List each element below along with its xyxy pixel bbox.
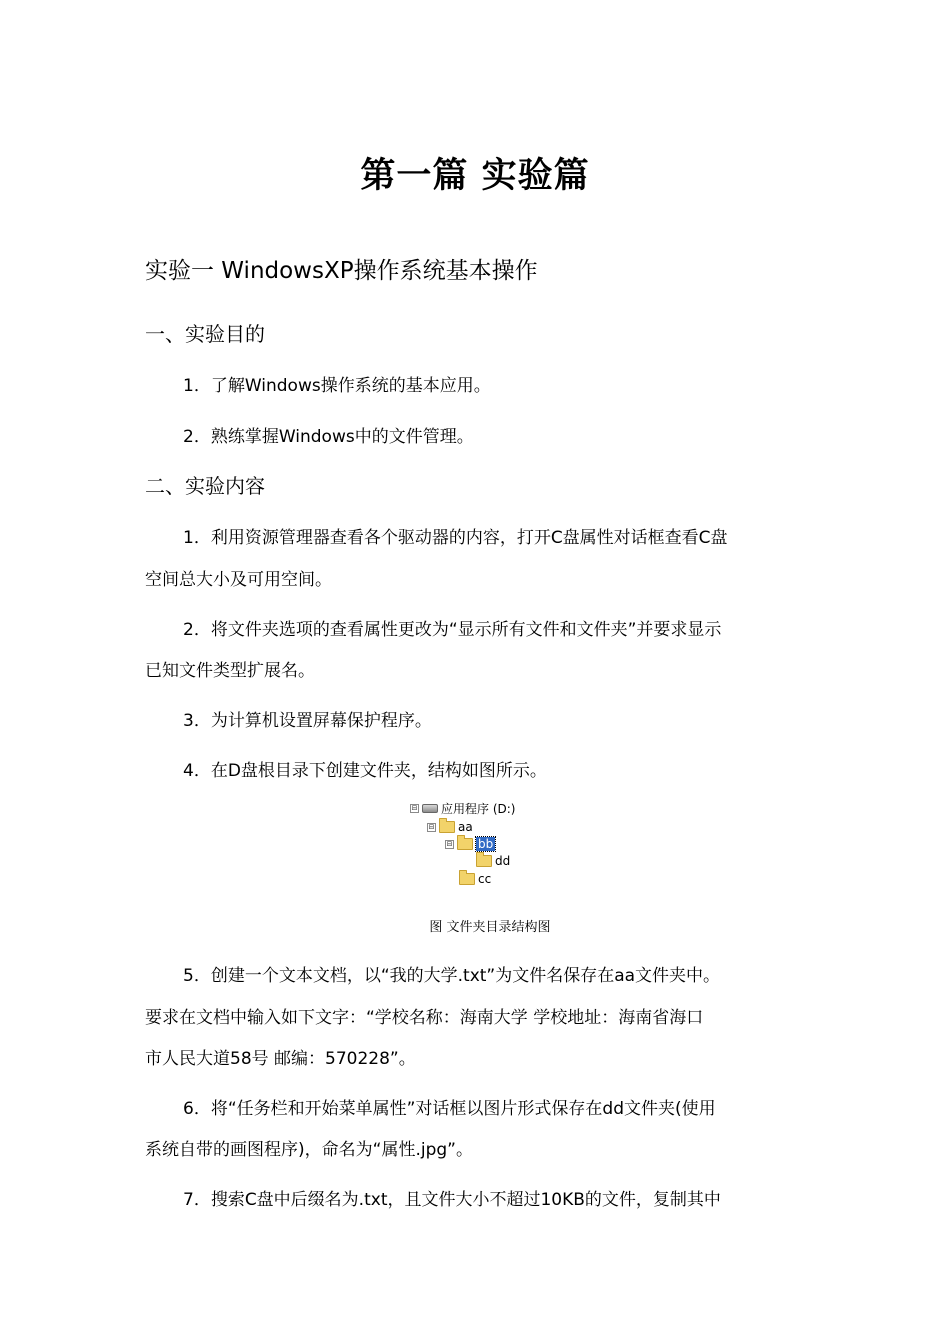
content-item-3: 3．为计算机设置屏幕保护程序。 [183, 711, 432, 731]
tree-row-dd[interactable] [476, 853, 510, 869]
content-item-5-line-2: 要求在文档中输入如下文字：“学校名称：海南大学 学校地址：海南省海口 [145, 1008, 704, 1028]
content-item-5-line-1: 5．创建一个文本文档，以“我的大学.txt”为文件名保存在aa文件夹中。 [183, 966, 721, 986]
objective-item-1: 1．了解Windows操作系统的基本应用。 [183, 376, 491, 396]
collapse-icon[interactable]: ⊟ [428, 822, 435, 831]
folder-icon [459, 873, 475, 885]
content-item-2-line-1: 2．将文件夹选项的查看属性更改为“显示所有文件和文件夹”并要求显示 [183, 620, 722, 640]
folder-icon [439, 821, 455, 833]
content-item-6-line-1: 6．将“任务栏和开始菜单属性”对话框以图片形式保存在dd文件夹(使用 [183, 1099, 716, 1119]
section-heading-objectives: 一、实验目的 [145, 322, 265, 346]
collapse-icon[interactable]: ⊟ [411, 803, 418, 812]
tree-label-aa: aa [458, 820, 473, 834]
figure-caption: 图 文件夹目录结构图 [429, 920, 551, 935]
folder-icon [457, 838, 473, 850]
content-item-1-line-1: 1．利用资源管理器查看各个驱动器的内容，打开C盘属性对话框查看C盘 [183, 528, 728, 548]
collapse-icon[interactable]: ⊟ [446, 839, 453, 848]
tree-label-dd: dd [495, 854, 511, 868]
content-item-7-line-1: 7．搜索C盘中后缀名为.txt，且文件大小不超过10KB的文件，复制其中 [183, 1190, 721, 1210]
tree-row-aa[interactable] [427, 819, 473, 835]
tree-label-drive: 应用程序 (D:) [441, 801, 516, 816]
content-item-1-line-2: 空间总大小及可用空间。 [145, 570, 332, 590]
part-title: 第一篇 实验篇 [360, 156, 590, 196]
content-item-4: 4．在D盘根目录下创建文件夹，结构如图所示。 [183, 761, 547, 781]
tree-row-cc[interactable] [459, 871, 491, 887]
folder-tree-figure [410, 800, 610, 892]
section-heading-content: 二、实验内容 [145, 474, 265, 498]
content-item-6-line-2: 系统自带的画图程序)，命名为“属性.jpg”。 [145, 1140, 473, 1160]
objective-item-2: 2．熟练掌握Windows中的文件管理。 [183, 427, 474, 447]
tree-row-drive[interactable] [410, 800, 515, 816]
tree-label-cc: cc [478, 872, 492, 886]
folder-icon [476, 855, 492, 867]
content-item-5-line-3: 市人民大道58号 邮编：570228”。 [145, 1049, 416, 1069]
tree-row-bb[interactable] [445, 836, 495, 852]
drive-icon [422, 804, 438, 813]
tree-label-bb: bb [478, 837, 494, 851]
content-item-2-line-2: 已知文件类型扩展名。 [145, 661, 315, 681]
experiment-title: 实验一 WindowsXP操作系统基本操作 [145, 258, 538, 284]
